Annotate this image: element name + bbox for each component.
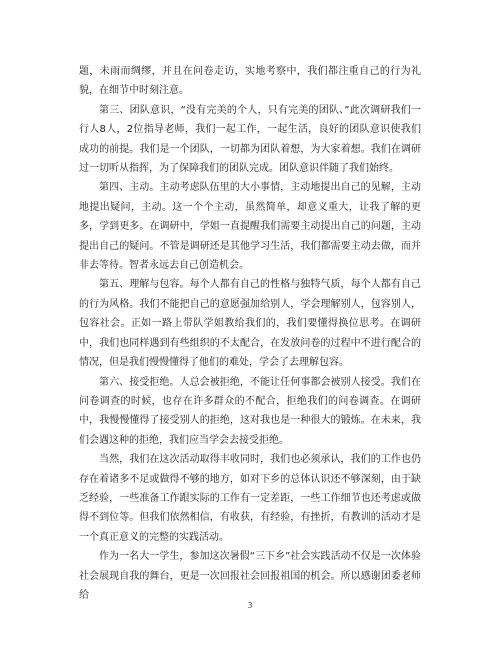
page-number: 3 (247, 601, 253, 610)
paragraph-teamwork: 第三、团队意识，“没有完美的个人，只有完美的团队、”此次调研我们一行人8人，2位指导老师，我们一起工作，一起生活，良好的团队意识使我们成功的前提。我们是一个团队，一切都为团队着想，为大家着想。我们在调研过一切听从指挥，为了保障我们的团队完成。团队意识伴随了我们始终。 (79, 104, 421, 175)
paragraph-rejection: 第六、接受拒绝。人总会被拒绝，不能让任何事都会被别人接受。我们在问卷调查的时候，也存在许多群众的不配合，拒绝我们的问卷调查。在调研中，我慢慢懂得了接受别人的拒绝，这对我也是一种很大的锻炼。在未来，我们会遇这种的拒绝，我们应当学会去接受拒绝。 (79, 376, 421, 446)
paragraph-understanding: 第五、理解与包容。每个人都有自己的性格与独特气质，每个人都有自己的行为风格。我们不能把自己的意愿强加给别人，学会理解别人，包容别人，包容社会。正如一路上带队学姐教给我们的，我们要懂得换位思考。在调研中，我们也同样遇到有些组织的不太配合，在发放问卷的过程中不进行配合的情况，但是我们慢慢懂得了他们的难处，学会了去理解包容。 (79, 279, 421, 369)
document-body (79, 62, 421, 605)
paragraph-closing: 作为一名大一学生，参加这次暑假“三下乡”社会实践活动不仅是一次体验社会展现自我的舞台，更是一次回报社会回报祖国的机会。所以感谢团委老师给 (79, 551, 421, 601)
paragraph-initiative: 第四、主动。主动考虑队伍里的大小事情，主动地提出自己的见解，主动地提出疑问，主动。这一个个主动，虽然简单，却意义重大，让我了解的更多，学到更多。在调研中，学姐一直提醒我们需要主动提出自己的问题，主动提出自己的疑问。不管是调研还是其他学习生活，我们都需要主动去做，而并非去等待。智者永远去自己创造机会。 (79, 182, 421, 272)
paragraph-1: 题，未雨而绸缪，并且在问卷走访，实地考察中，我们都注重自己的行为礼貌，在细节中时刻注意。 (79, 66, 421, 97)
paragraph-reflection: 当然，我们在这次活动取得丰收同时，我们也必须承认，我们的工作也仍存在着诸多不足或做得不够的地方，如对下乡的总体认识还不够深刻，由于缺乏经验，一些准备工作跟实际的工作有一定差距，一些工作细节也还考虑或做得不到位等。但我们依然相信，有收获，有经验，有挫折，有教训的活动才是一个真正意义的完整的实践活动。 (79, 454, 421, 543)
